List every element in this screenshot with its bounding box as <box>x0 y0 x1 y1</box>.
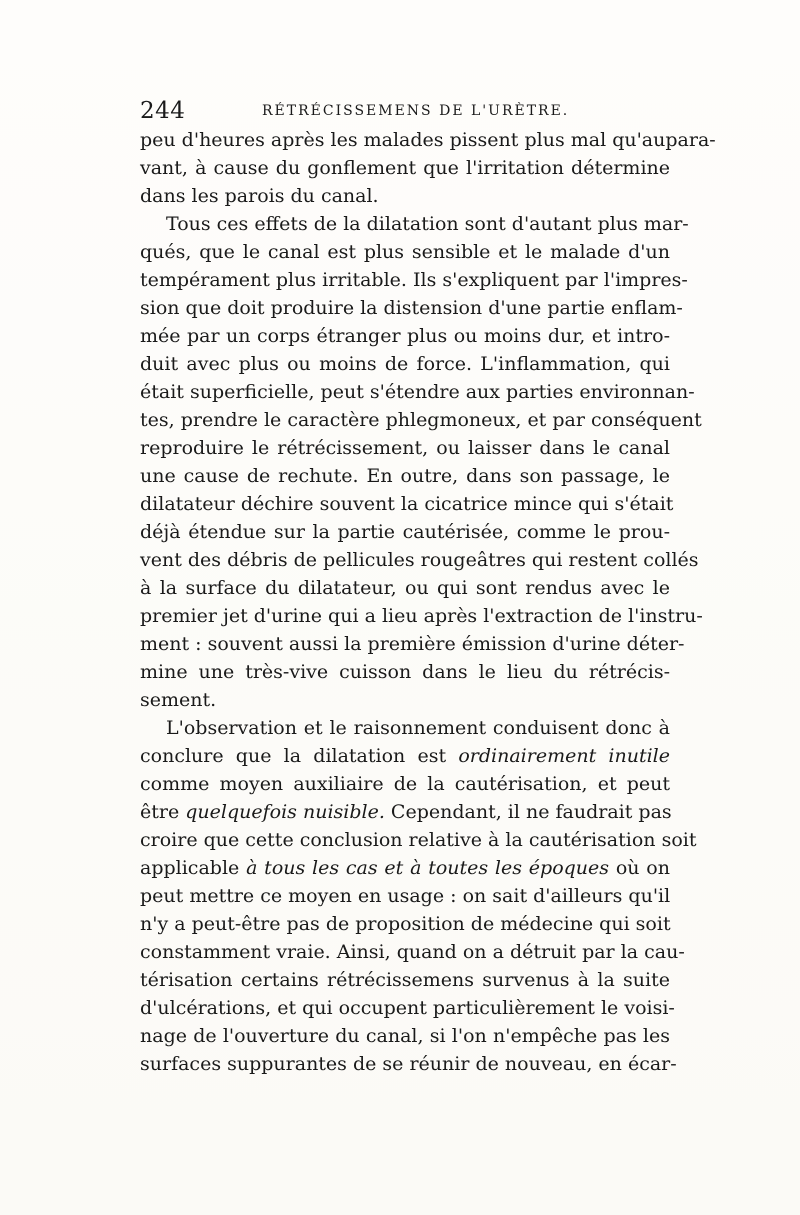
text-line: comme moyen auxiliaire de la cautérisation, et peut <box>140 773 670 795</box>
text-line: surfaces suppurantes de se réunir de nouveau, en écar- <box>140 1053 677 1075</box>
page-number: 244 <box>140 98 186 124</box>
text-line: sion que doit produire la distension d'une partie enflam- <box>140 297 683 319</box>
running-title: RÉTRÉCISSEMENS DE L'URÈTRE. <box>262 103 570 119</box>
text-line <box>140 854 670 882</box>
text-segment: applicable <box>140 857 240 879</box>
italic-phrase: à tous les cas et à toutes les époques <box>246 857 610 879</box>
text-line: térisation certains rétrécissemens survenus à la suite <box>140 969 670 991</box>
text-line: croire que cette conclusion relative à la cautérisation soit <box>140 829 697 851</box>
text-line: sement. <box>140 689 217 711</box>
text-line: déjà étendue sur la partie cautérisée, comme le prou- <box>140 521 670 543</box>
text-segment: où on <box>615 857 670 879</box>
text-line: ment : souvent aussi la première émission d'urine déter- <box>140 633 685 655</box>
text-line: tempérament plus irritable. Ils s'expliquent par l'impres- <box>140 269 688 291</box>
text-line: mine une très-vive cuisson dans le lieu du rétrécis- <box>140 661 670 683</box>
text-segment: conclure que la dilatation est <box>140 745 447 767</box>
text-line: L'observation et le raisonnement conduisent donc à <box>166 717 670 739</box>
text-line: qués, que le canal est plus sensible et le malade d'un <box>140 241 670 263</box>
text-line: peu d'heures après les malades pissent plus mal qu'aupara- <box>140 129 716 151</box>
page-header <box>140 96 670 126</box>
text-line: n'y a peut-être pas de proposition de médecine qui soit <box>140 913 671 935</box>
text-line: premier jet d'urine qui a lieu après l'extraction de l'instru- <box>140 605 703 627</box>
italic-phrase: ordinairement inutile <box>458 745 670 767</box>
text-line: peut mettre ce moyen en usage : on sait d'ailleurs qu'il <box>140 885 671 907</box>
text-line: duit avec plus ou moins de force. L'inflammation, qui <box>140 353 670 375</box>
text-line: Tous ces effets de la dilatation sont d'autant plus mar- <box>166 213 689 235</box>
text-line: à la surface du dilatateur, ou qui sont rendus avec le <box>140 577 670 599</box>
text-line: dans les parois du canal. <box>140 185 379 207</box>
text-segment: être <box>140 801 180 823</box>
text-line: vant, à cause du gonflement que l'irritation détermine <box>140 157 670 179</box>
text-line: tes, prendre le caractère phlegmoneux, et par conséquent <box>140 409 702 431</box>
text-line: mée par un corps étranger plus ou moins dur, et intro- <box>140 325 670 347</box>
text-line: constamment vraie. Ainsi, quand on a détruit par la cau- <box>140 941 685 963</box>
text-line: une cause de rechute. En outre, dans son passage, le <box>140 465 670 487</box>
text-line <box>140 798 670 826</box>
text-line: d'ulcérations, et qui occupent particulièrement le voisi- <box>140 997 675 1019</box>
text-line: vent des débris de pellicules rougeâtres qui restent collés <box>140 549 699 571</box>
text-line: dilatateur déchire souvent la cicatrice mince qui s'était <box>140 493 674 515</box>
text-line: était superficielle, peut s'étendre aux parties environnan- <box>140 381 695 403</box>
text-line: reproduire le rétrécissement, ou laisser dans le canal <box>140 437 670 459</box>
italic-phrase: quelquefois nuisible. <box>185 801 385 823</box>
body-text <box>140 126 716 1078</box>
text-line <box>140 742 670 770</box>
text-segment: Cependant, il ne faudrait pas <box>390 801 672 823</box>
text-line: nage de l'ouverture du canal, si l'on n'empêche pas les <box>140 1025 670 1047</box>
